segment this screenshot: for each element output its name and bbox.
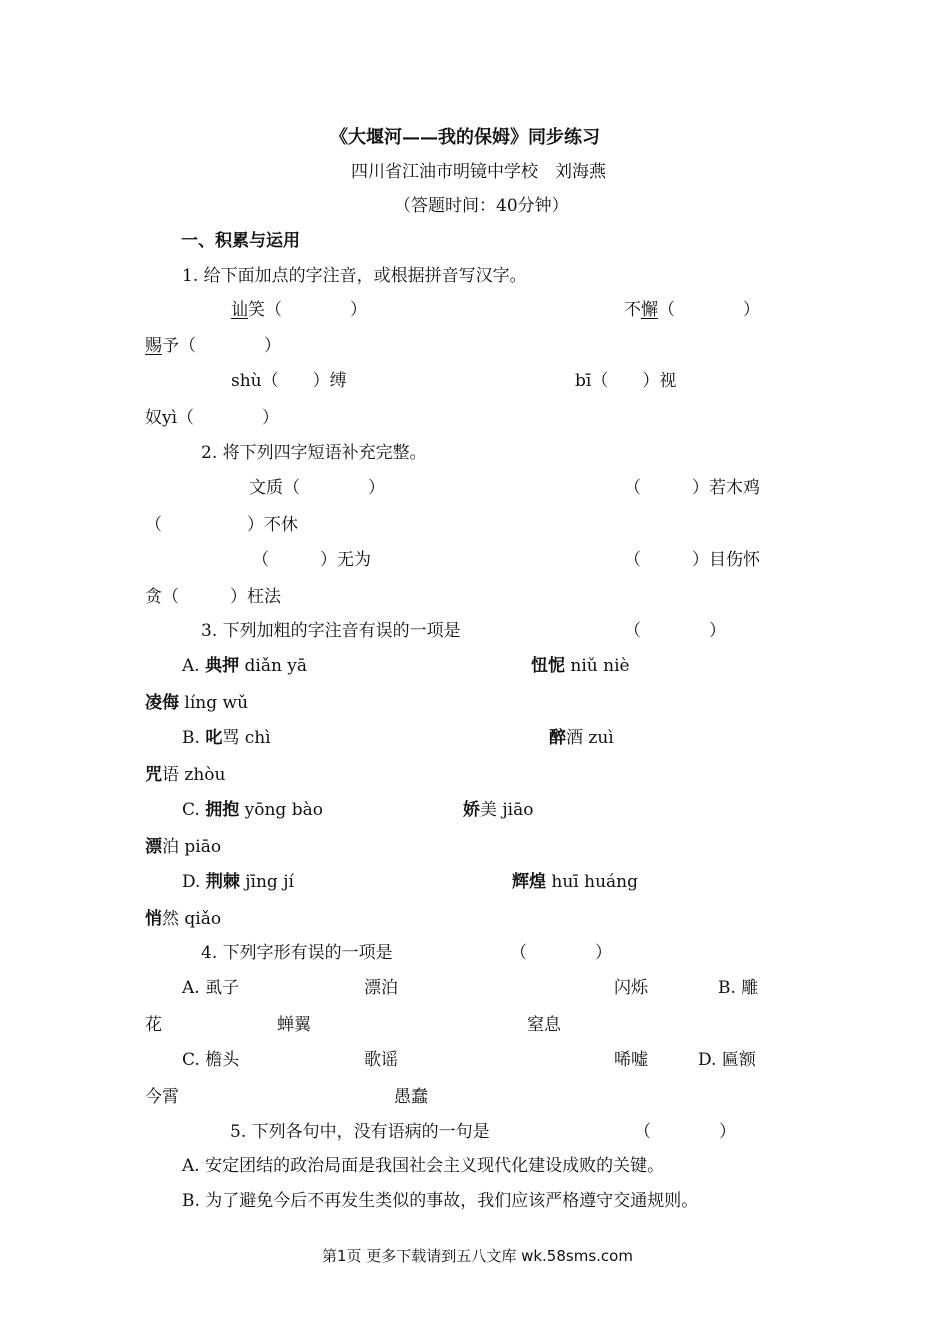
q1-item3 [145, 335, 281, 357]
q4-b3: 窒息 [527, 1015, 561, 1035]
q1-item1 [231, 299, 367, 321]
q1-item3-rest: 予（ ） [162, 336, 281, 356]
pinyin: jīng jí [245, 872, 294, 892]
page-footer: 第1页 更多下载请到五八文库 wk.58sms.com [322, 1247, 633, 1265]
q1-item2-pre: 不 [624, 300, 641, 320]
q4-d1-cont: 今霄 [145, 1087, 179, 1107]
q3-option-c-3 [145, 836, 221, 858]
q3-option-a-2 [531, 655, 630, 677]
bold-word: 漂 [145, 837, 162, 857]
q1-item1-rest: 笑（ ） [248, 300, 367, 320]
bold-word: 拥抱 [205, 800, 240, 820]
option-label: C. [182, 800, 206, 820]
pinyin: yōng bào [244, 800, 323, 820]
time-line: （答题时间：40分钟） [394, 196, 569, 216]
q1-item2-rest: （ ） [658, 300, 760, 320]
q1-item4: shù（ ）缚 [231, 371, 347, 391]
q3-option-d-2 [512, 871, 638, 893]
pinyin: huī huáng [551, 872, 639, 892]
option-label: D. [182, 872, 206, 892]
q5-prompt: 5. 下列各句中，没有语病的一句是 [230, 1122, 490, 1142]
q3-prompt: 3. 下列加粗的字注音有误的一项是 [201, 621, 461, 641]
bold-word: 辉煌 [512, 872, 546, 892]
q4-b1-cont: 花 [145, 1015, 162, 1035]
bold-word: 典押 [205, 656, 240, 676]
q2-item1: 文质（ ） [249, 478, 385, 498]
bold-word: 凌侮 [145, 693, 179, 713]
q3-option-c [182, 799, 323, 821]
pinyin: 然 qiǎo [162, 909, 222, 929]
q2-item4: （ ）无为 [252, 550, 371, 570]
q5-option-b: B. 为了避免今后不再发生类似的事故，我们应该严格遵守交通规则。 [182, 1191, 699, 1211]
q4-c1: C. 檐头 [182, 1050, 240, 1070]
option-label: A. [182, 656, 206, 676]
q3-option-c-2 [463, 799, 533, 821]
q5-option-a: A. 安定团结的政治局面是我国社会主义现代化建设成败的关键。 [182, 1156, 665, 1176]
pinyin: niǔ niè [570, 656, 630, 676]
pinyin: 泊 piāo [162, 837, 222, 857]
bold-word: 叱 [205, 728, 223, 748]
q5-answer-blank: （ ） [634, 1122, 736, 1142]
q4-b1: B. 雕 [718, 978, 759, 998]
q3-option-b [182, 727, 271, 749]
pinyin: diǎn yā [244, 656, 308, 676]
dotted-char: 懈 [641, 300, 658, 320]
pinyin: 酒 zuì [566, 728, 614, 748]
author-line: 四川省江油市明镜中学校 刘海燕 [351, 162, 606, 182]
q4-prompt: 4. 下列字形有误的一项是 [201, 943, 393, 963]
option-label: B. [182, 728, 206, 748]
pinyin: 美 jiāo [480, 800, 534, 820]
q4-c3: 唏嘘 [614, 1050, 648, 1070]
q3-option-d-3 [145, 908, 221, 930]
bold-word: 忸怩 [531, 656, 565, 676]
bold-word: 醉 [549, 728, 566, 748]
q1-item5: bī（ ）视 [575, 371, 677, 391]
q1-item2 [624, 299, 760, 321]
q2-item3: （ ）不休 [145, 515, 298, 535]
dotted-char: 赐 [145, 336, 162, 356]
q3-option-b-3 [145, 764, 226, 786]
q3-option-b-2 [549, 727, 614, 749]
q1-prompt: 1. 给下面加点的字注音，或根据拼音写汉字。 [182, 266, 527, 286]
q3-option-a [182, 655, 307, 677]
pinyin: 骂 chì [222, 728, 271, 748]
q3-option-a-3 [145, 692, 248, 714]
section-heading: 一、积累与运用 [181, 231, 300, 251]
dotted-char: 讪 [231, 300, 248, 320]
q3-answer-blank: （ ） [624, 621, 726, 641]
q2-item2: （ ）若木鸡 [624, 478, 760, 498]
q4-d2: 愚蠢 [394, 1087, 428, 1107]
q2-item5: （ ）目伤怀 [624, 550, 760, 570]
document-title: 《大堰河——我的保姆》同步练习 [330, 127, 600, 148]
q2-item6: 贪（ ）枉法 [145, 587, 281, 607]
q3-option-d [182, 871, 294, 893]
q4-a2: 漂泊 [364, 978, 398, 998]
bold-word: 咒 [145, 765, 162, 785]
q4-b2: 蝉翼 [277, 1015, 311, 1035]
q4-a3: 闪烁 [614, 978, 648, 998]
q4-d1: D. 匾额 [698, 1050, 756, 1070]
q1-item6: 奴yì（ ） [145, 408, 280, 428]
q2-prompt: 2. 将下列四字短语补充完整。 [201, 443, 427, 463]
bold-word: 荆棘 [205, 872, 240, 892]
q4-answer-blank: （ ） [510, 943, 612, 963]
pinyin: 语 zhòu [162, 765, 226, 785]
pinyin: líng wǔ [184, 693, 249, 713]
bold-word: 娇 [463, 800, 480, 820]
q4-a1: A. 虱子 [182, 978, 240, 998]
q4-c2: 歌谣 [364, 1050, 398, 1070]
bold-word: 悄 [145, 909, 162, 929]
